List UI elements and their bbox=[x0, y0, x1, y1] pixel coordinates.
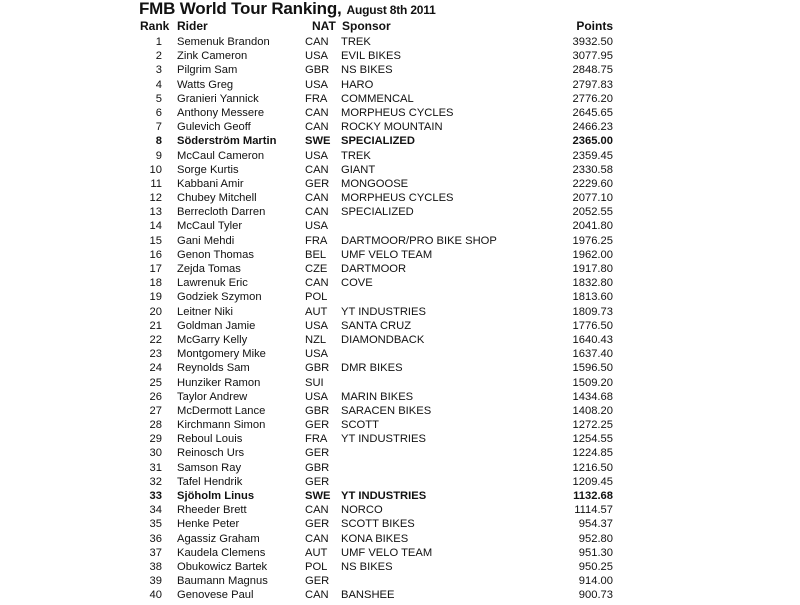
table-row bbox=[0, 503, 800, 517]
header-rank: Rank bbox=[140, 19, 170, 33]
title-text: FMB World Tour Ranking, bbox=[139, 0, 342, 18]
rank-cell: 40 bbox=[149, 589, 162, 602]
sponsor-cell: COVE bbox=[341, 277, 373, 290]
table-row bbox=[0, 262, 800, 276]
rank-cell: 18 bbox=[149, 277, 162, 290]
nat-cell: CAN bbox=[305, 206, 329, 219]
rider-cell: Baumann Magnus bbox=[177, 575, 268, 588]
title-date: August 8th 2011 bbox=[346, 3, 436, 17]
rank-cell: 39 bbox=[149, 575, 162, 588]
sponsor-cell: DARTMOOR bbox=[341, 263, 407, 275]
table-row bbox=[0, 290, 800, 304]
nat-cell: AUT bbox=[305, 546, 328, 559]
sponsor-cell: MONGOOSE bbox=[341, 177, 409, 190]
rank-cell: 1 bbox=[155, 36, 162, 48]
table-row bbox=[0, 532, 800, 546]
nat-cell: USA bbox=[305, 348, 329, 361]
rank-cell: 33 bbox=[149, 490, 162, 502]
table-row bbox=[0, 489, 800, 503]
nat-cell: GBR bbox=[305, 64, 330, 77]
sponsor-cell: BANSHEE bbox=[341, 589, 395, 602]
points-cell: 1917.80 bbox=[572, 263, 613, 275]
rank-cell: 20 bbox=[149, 305, 162, 318]
sponsor-cell: DARTMOOR/PRO BIKE SHOP bbox=[341, 234, 497, 247]
rank-cell: 30 bbox=[149, 447, 162, 460]
sponsor-cell: DIAMONDBACK bbox=[341, 333, 425, 346]
rider-cell: Watts Greg bbox=[177, 78, 234, 91]
points-cell: 1640.43 bbox=[572, 333, 613, 346]
rider-cell: Genon Thomas bbox=[177, 248, 254, 261]
rider-cell: Samson Ray bbox=[177, 461, 242, 474]
table-row bbox=[0, 333, 800, 347]
rank-cell: 12 bbox=[149, 192, 162, 205]
nat-cell: FRA bbox=[305, 92, 328, 105]
rank-cell: 32 bbox=[149, 475, 162, 488]
nat-cell: USA bbox=[305, 78, 329, 91]
table-row bbox=[0, 404, 800, 418]
points-cell: 1209.45 bbox=[572, 475, 613, 488]
nat-cell: GER bbox=[305, 447, 330, 460]
rank-cell: 16 bbox=[149, 248, 162, 261]
points-cell: 914.00 bbox=[578, 575, 613, 588]
rider-cell: Zink Cameron bbox=[177, 50, 248, 63]
rider-cell: McDermott Lance bbox=[177, 404, 266, 417]
points-cell: 3932.50 bbox=[572, 36, 613, 48]
rider-cell: Berrecloth Darren bbox=[177, 206, 266, 219]
nat-cell: POL bbox=[305, 560, 328, 573]
nat-cell: GER bbox=[305, 475, 330, 488]
rider-cell: Chubey Mitchell bbox=[177, 192, 257, 205]
table-row bbox=[0, 546, 800, 560]
nat-cell: CAN bbox=[305, 532, 329, 545]
nat-cell: CAN bbox=[305, 163, 329, 176]
nat-cell: SWE bbox=[305, 490, 331, 502]
rank-cell: 26 bbox=[149, 390, 162, 403]
nat-cell: GER bbox=[305, 575, 330, 588]
points-cell: 2645.65 bbox=[572, 106, 613, 119]
sponsor-cell: UMF VELO TEAM bbox=[341, 248, 433, 261]
rider-cell: Rheeder Brett bbox=[177, 504, 247, 517]
nat-cell: GBR bbox=[305, 461, 330, 474]
rider-cell: Zejda Tomas bbox=[177, 263, 241, 275]
points-cell: 3077.95 bbox=[572, 50, 613, 63]
sponsor-cell: YT INDUSTRIES bbox=[341, 490, 427, 502]
rider-cell: Sjöholm Linus bbox=[177, 490, 255, 502]
rank-cell: 28 bbox=[149, 419, 162, 432]
rank-cell: 25 bbox=[149, 376, 162, 389]
points-cell: 1637.40 bbox=[572, 348, 613, 361]
table-row bbox=[0, 475, 800, 489]
table-row bbox=[0, 276, 800, 290]
table-row bbox=[0, 78, 800, 92]
nat-cell: USA bbox=[305, 220, 329, 233]
header-sponsor: Sponsor bbox=[342, 19, 391, 33]
sponsor-cell: ROCKY MOUNTAIN bbox=[341, 121, 443, 134]
nat-cell: GER bbox=[305, 419, 330, 432]
points-cell: 1976.25 bbox=[572, 234, 613, 247]
rider-cell: Anthony Messere bbox=[177, 106, 265, 119]
rank-cell: 10 bbox=[149, 163, 162, 176]
rank-cell: 27 bbox=[149, 404, 162, 417]
nat-cell: USA bbox=[305, 149, 329, 162]
points-cell: 1596.50 bbox=[572, 362, 613, 375]
rank-cell: 34 bbox=[149, 504, 162, 517]
sponsor-cell: SARACEN BIKES bbox=[341, 404, 432, 417]
sponsor-cell: MORPHEUS CYCLES bbox=[341, 106, 454, 119]
sponsor-cell: YT INDUSTRIES bbox=[341, 305, 426, 318]
points-cell: 1132.68 bbox=[573, 490, 613, 502]
nat-cell: CAN bbox=[305, 192, 329, 205]
rider-cell: Reinosch Urs bbox=[177, 447, 245, 460]
rank-cell: 3 bbox=[155, 64, 162, 77]
nat-cell: CAN bbox=[305, 106, 329, 119]
rider-cell: Tafel Hendrik bbox=[177, 475, 243, 488]
table-row bbox=[0, 49, 800, 63]
table-row bbox=[0, 163, 800, 177]
table-row bbox=[0, 106, 800, 120]
nat-cell: SUI bbox=[305, 376, 324, 389]
nat-cell: SWE bbox=[305, 135, 331, 148]
points-cell: 2052.55 bbox=[572, 206, 613, 219]
nat-cell: GER bbox=[305, 518, 330, 531]
table-row bbox=[0, 390, 800, 404]
rider-cell: Sorge Kurtis bbox=[177, 163, 239, 176]
points-cell: 1272.25 bbox=[572, 419, 613, 432]
points-cell: 2330.58 bbox=[572, 163, 613, 176]
nat-cell: CAN bbox=[305, 36, 329, 48]
sponsor-cell: SANTA CRUZ bbox=[341, 319, 412, 332]
rank-cell: 31 bbox=[149, 461, 162, 474]
rider-cell: Gani Mehdi bbox=[177, 234, 235, 247]
points-cell: 2077.10 bbox=[572, 192, 613, 205]
nat-cell: FRA bbox=[305, 234, 328, 247]
nat-cell: NZL bbox=[305, 333, 327, 346]
rider-cell: Hunziker Ramon bbox=[177, 376, 261, 389]
rider-cell: Semenuk Brandon bbox=[177, 36, 270, 48]
rider-cell: Genovese Paul bbox=[177, 589, 254, 602]
rider-cell: Kabbani Amir bbox=[177, 177, 244, 190]
sponsor-cell: NORCO bbox=[341, 504, 383, 517]
nat-cell: CAN bbox=[305, 504, 329, 517]
rider-cell: Henke Peter bbox=[177, 518, 240, 531]
nat-cell: BEL bbox=[305, 248, 327, 261]
sponsor-cell: EVIL BIKES bbox=[341, 50, 401, 63]
rider-cell: Reboul Louis bbox=[177, 433, 243, 446]
table-row bbox=[0, 361, 800, 375]
points-cell: 2797.83 bbox=[572, 78, 613, 91]
points-cell: 1216.50 bbox=[572, 461, 613, 474]
points-cell: 1813.60 bbox=[572, 291, 613, 304]
table-row bbox=[0, 219, 800, 233]
points-cell: 2359.45 bbox=[572, 149, 613, 162]
rank-cell: 23 bbox=[149, 348, 162, 361]
rank-cell: 7 bbox=[155, 121, 162, 134]
table-row bbox=[0, 588, 800, 602]
table-row bbox=[0, 177, 800, 191]
nat-cell: CAN bbox=[305, 121, 329, 134]
sponsor-cell: NS BIKES bbox=[341, 560, 393, 573]
page-title bbox=[139, 0, 436, 19]
table-row bbox=[0, 92, 800, 106]
rider-cell: Goldman Jamie bbox=[177, 319, 256, 332]
nat-cell: USA bbox=[305, 50, 329, 63]
points-cell: 1434.68 bbox=[572, 390, 613, 403]
header-rider: Rider bbox=[177, 19, 208, 33]
sponsor-cell: GIANT bbox=[341, 163, 376, 176]
table-row bbox=[0, 305, 800, 319]
rank-cell: 19 bbox=[149, 291, 162, 304]
nat-cell: POL bbox=[305, 291, 328, 304]
rider-cell: Lawrenuk Eric bbox=[177, 277, 248, 290]
sponsor-cell: SCOTT bbox=[341, 419, 379, 432]
table-row bbox=[0, 517, 800, 531]
table-row bbox=[0, 574, 800, 588]
sponsor-cell: COMMENCAL bbox=[341, 92, 414, 105]
points-cell: 952.80 bbox=[578, 532, 613, 545]
rank-cell: 35 bbox=[149, 518, 162, 531]
nat-cell: AUT bbox=[305, 305, 328, 318]
table-row bbox=[0, 234, 800, 248]
table-row bbox=[0, 432, 800, 446]
sponsor-cell: UMF VELO TEAM bbox=[341, 546, 433, 559]
sponsor-cell: YT INDUSTRIES bbox=[341, 433, 426, 446]
header-nat: NAT bbox=[312, 19, 336, 33]
rider-cell: McCaul Cameron bbox=[177, 149, 265, 162]
rank-cell: 4 bbox=[155, 78, 162, 91]
rank-cell: 38 bbox=[149, 560, 162, 573]
sponsor-cell: HARO bbox=[341, 78, 374, 91]
points-cell: 2848.75 bbox=[572, 64, 613, 77]
rider-cell: McCaul Tyler bbox=[177, 220, 243, 233]
rider-cell: Taylor Andrew bbox=[177, 390, 248, 403]
points-cell: 2466.23 bbox=[572, 121, 613, 134]
nat-cell: CZE bbox=[305, 263, 328, 275]
table-row bbox=[0, 376, 800, 390]
table-row bbox=[0, 319, 800, 333]
points-cell: 1832.80 bbox=[572, 277, 613, 290]
sponsor-cell: NS BIKES bbox=[341, 64, 393, 77]
nat-cell: CAN bbox=[305, 277, 329, 290]
points-cell: 951.30 bbox=[578, 546, 613, 559]
table-row bbox=[0, 63, 800, 77]
sponsor-cell: DMR BIKES bbox=[341, 362, 403, 375]
table-row bbox=[0, 347, 800, 361]
sponsor-cell: SPECIALIZED bbox=[341, 206, 414, 219]
rank-cell: 14 bbox=[149, 220, 162, 233]
points-cell: 1114.57 bbox=[574, 504, 613, 517]
table-row bbox=[0, 560, 800, 574]
table-row bbox=[0, 191, 800, 205]
ranking-table bbox=[0, 35, 800, 603]
rider-cell: Granieri Yannick bbox=[177, 92, 259, 105]
rank-cell: 13 bbox=[149, 206, 162, 219]
rank-cell: 5 bbox=[155, 92, 162, 105]
rank-cell: 6 bbox=[155, 106, 162, 119]
sponsor-cell: KONA BIKES bbox=[341, 532, 409, 545]
rank-cell: 21 bbox=[149, 319, 162, 332]
sponsor-cell: SPECIALIZED bbox=[341, 135, 415, 148]
rank-cell: 37 bbox=[149, 546, 162, 559]
table-row bbox=[0, 205, 800, 219]
points-cell: 1962.00 bbox=[572, 248, 613, 261]
sponsor-cell: MARIN BIKES bbox=[341, 390, 414, 403]
rank-cell: 8 bbox=[155, 135, 162, 148]
rider-cell: Pilgrim Sam bbox=[177, 64, 238, 77]
rider-cell: Godziek Szymon bbox=[177, 291, 262, 304]
points-cell: 1254.55 bbox=[572, 433, 613, 446]
rank-cell: 11 bbox=[150, 177, 162, 190]
rider-cell: Leitner Niki bbox=[177, 305, 233, 318]
points-cell: 1776.50 bbox=[572, 319, 613, 332]
table-row bbox=[0, 35, 800, 49]
rank-cell: 9 bbox=[155, 149, 162, 162]
points-cell: 900.73 bbox=[578, 589, 613, 602]
sponsor-cell: SCOTT BIKES bbox=[341, 518, 415, 531]
nat-cell: FRA bbox=[305, 433, 328, 446]
rank-cell: 24 bbox=[149, 362, 162, 375]
rider-cell: Kaudela Clemens bbox=[177, 546, 266, 559]
sponsor-cell: MORPHEUS CYCLES bbox=[341, 192, 454, 205]
rank-cell: 17 bbox=[149, 263, 162, 275]
table-row bbox=[0, 446, 800, 460]
points-cell: 950.25 bbox=[578, 560, 613, 573]
nat-cell: GER bbox=[305, 177, 330, 190]
rank-cell: 15 bbox=[149, 234, 162, 247]
rider-cell: Reynolds Sam bbox=[177, 362, 250, 375]
rider-cell: Söderström Martin bbox=[177, 135, 277, 148]
nat-cell: CAN bbox=[305, 589, 329, 602]
table-row bbox=[0, 248, 800, 262]
sponsor-cell: TREK bbox=[341, 36, 371, 48]
table-row bbox=[0, 149, 800, 163]
rank-cell: 36 bbox=[149, 532, 162, 545]
header-points: Points bbox=[576, 19, 613, 33]
sponsor-cell: TREK bbox=[341, 149, 371, 162]
rank-cell: 2 bbox=[155, 50, 162, 63]
nat-cell: GBR bbox=[305, 404, 330, 417]
rider-cell: Montgomery Mike bbox=[177, 348, 266, 361]
nat-cell: USA bbox=[305, 319, 329, 332]
points-cell: 954.37 bbox=[578, 518, 613, 531]
points-cell: 2041.80 bbox=[572, 220, 613, 233]
table-row bbox=[0, 418, 800, 432]
rank-cell: 29 bbox=[149, 433, 162, 446]
points-cell: 2229.60 bbox=[572, 177, 613, 190]
rank-cell: 22 bbox=[149, 333, 162, 346]
rider-cell: Agassiz Graham bbox=[177, 532, 260, 545]
points-cell: 2776.20 bbox=[572, 92, 613, 105]
rider-cell: Kirchmann Simon bbox=[177, 419, 266, 432]
points-cell: 1509.20 bbox=[572, 376, 613, 389]
rider-cell: McGarry Kelly bbox=[177, 333, 248, 346]
table-row bbox=[0, 120, 800, 134]
table-row bbox=[0, 134, 800, 148]
points-cell: 1809.73 bbox=[572, 305, 613, 318]
nat-cell: USA bbox=[305, 390, 329, 403]
rider-cell: Obukowicz Bartek bbox=[177, 560, 268, 573]
points-cell: 2365.00 bbox=[572, 135, 613, 148]
points-cell: 1224.85 bbox=[572, 447, 613, 460]
table-row bbox=[0, 461, 800, 475]
points-cell: 1408.20 bbox=[572, 404, 613, 417]
nat-cell: GBR bbox=[305, 362, 330, 375]
rider-cell: Gulevich Geoff bbox=[177, 121, 251, 134]
